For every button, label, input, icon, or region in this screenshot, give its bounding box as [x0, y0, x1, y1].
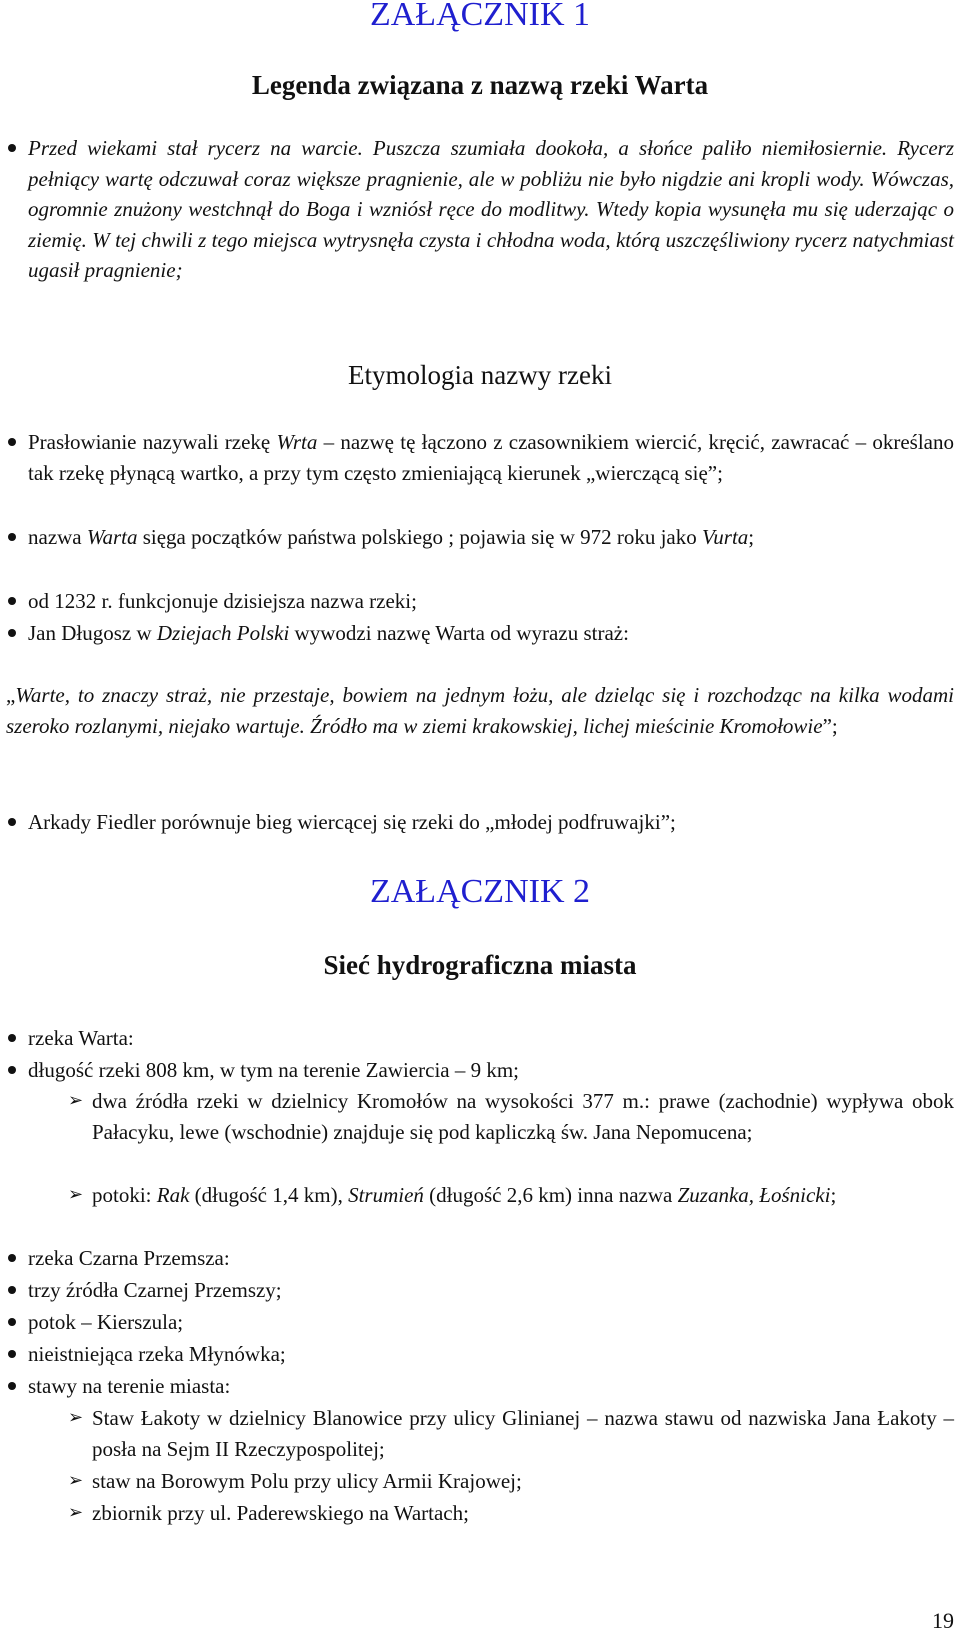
hydro-sub-streams: ➢ potoki: Rak (długość 1,4 km), Strumień (długość 2,6 km) inna nazwa Zuzanka, Łośnicki;: [92, 1180, 954, 1211]
dlugosz-quote: „Warte, to znaczy straż, nie przestaje, bowiem na jednym łożu, ale dzieląc się i rozchodząc na kilka wodami szeroko rozlanymi, niejako wartuje. Źródło ma w ziemi krakowskiej, lichej mieścinie Kromołowie”;: [6, 683, 954, 738]
etymology-item-fiedler: Arkady Fiedler porównuje bieg wiercącej się rzeki do „młodej podfruwajki”;: [28, 807, 954, 838]
page-number: 19: [932, 1608, 954, 1633]
hydro-item-ponds: stawy na terenie miasta:: [28, 1371, 954, 1402]
hydro-item-mlynowka: nieistniejąca rzeka Młynówka;: [28, 1339, 954, 1370]
hydro-sub-sources: ➢ dwa źródła rzeki w dzielnicy Kromołów na wysokości 377 m.: prawe (zachodnie) wypływa obok Pałacyku, lewe (wschodnie) znajduje się pod kapliczką św. Jana Nepomucena;: [92, 1086, 954, 1147]
hydro-item-three-sources: trzy źródła Czarnej Przemszy;: [28, 1275, 954, 1306]
hydro-sub-borowe-pole: ➢ staw na Borowym Polu przy ulicy Armii Krajowej;: [92, 1466, 954, 1497]
legend-paragraph: Przed wiekami stał rycerz na warcie. Puszcza szumiała dookoła, a słońce paliło niemiłosiernie. Rycerz pełniący wartę odczuwał coraz większe pragnienie, ale w pobliżu nie było nigdzie ani kropli wody. Wówczas, ogromnie znużony westchnął do Boga i wzniósł ręce do modlitwy. Wtedy kopia wysunęła mu się uderzając o ziemię. W tej chwili z tego miejsca wytrysnęła czysta i chłodna woda, którą uszczęśliwiony rycerz natychmiast ugasił pragnienie;: [28, 133, 954, 286]
hydro-item-kierszula: potok – Kierszula;: [28, 1307, 954, 1338]
etymology-item-dlugosz: Jan Długosz w Dziejach Polski wywodzi nazwę Warta od wyrazu straż:: [28, 618, 954, 649]
etymology-heading: Etymologia nazwy rzeki: [348, 360, 612, 390]
hydro-sub-paderewskiego: ➢ zbiornik przy ul. Paderewskiego na Wartach;: [92, 1498, 954, 1529]
etymology-item-warta: nazwa Warta sięga początków państwa polskiego ; pojawia się w 972 roku jako Vurta;: [28, 522, 954, 553]
hydro-item-czarna-przemsza: rzeka Czarna Przemsza:: [28, 1243, 954, 1274]
legend-heading: Legenda związana z nazwą rzeki Warta: [251, 70, 709, 100]
annex-1-title: ZAŁĄCZNIK 1: [369, 0, 591, 33]
etymology-item-wrta: Prasłowianie nazywali rzekę Wrta – nazwę tę łączono z czasownikiem wiercić, kręcić, zawracać – określano tak rzekę płynącą wartko, a przy tym często zmieniającą kierunek „wierczącą się”;: [28, 427, 954, 488]
hydro-sub-staw-lakoty: ➢ Staw Łakoty w dzielnicy Blanowice przy ulicy Glinianej – nazwa stawu od nazwiska Jana Łakoty – posła na Sejm II Rzeczypospolitej;: [92, 1403, 954, 1464]
hydro-item-length: długość rzeki 808 km, w tym na terenie Zawiercia – 9 km;: [28, 1055, 954, 1086]
annex-2-title: ZAŁĄCZNIK 2: [369, 873, 591, 910]
etymology-item-1232: od 1232 r. funkcjonuje dzisiejsza nazwa rzeki;: [28, 586, 954, 617]
hydro-heading: Sieć hydrograficzna miasta: [323, 950, 637, 980]
hydro-item-warta: rzeka Warta:: [28, 1023, 954, 1054]
